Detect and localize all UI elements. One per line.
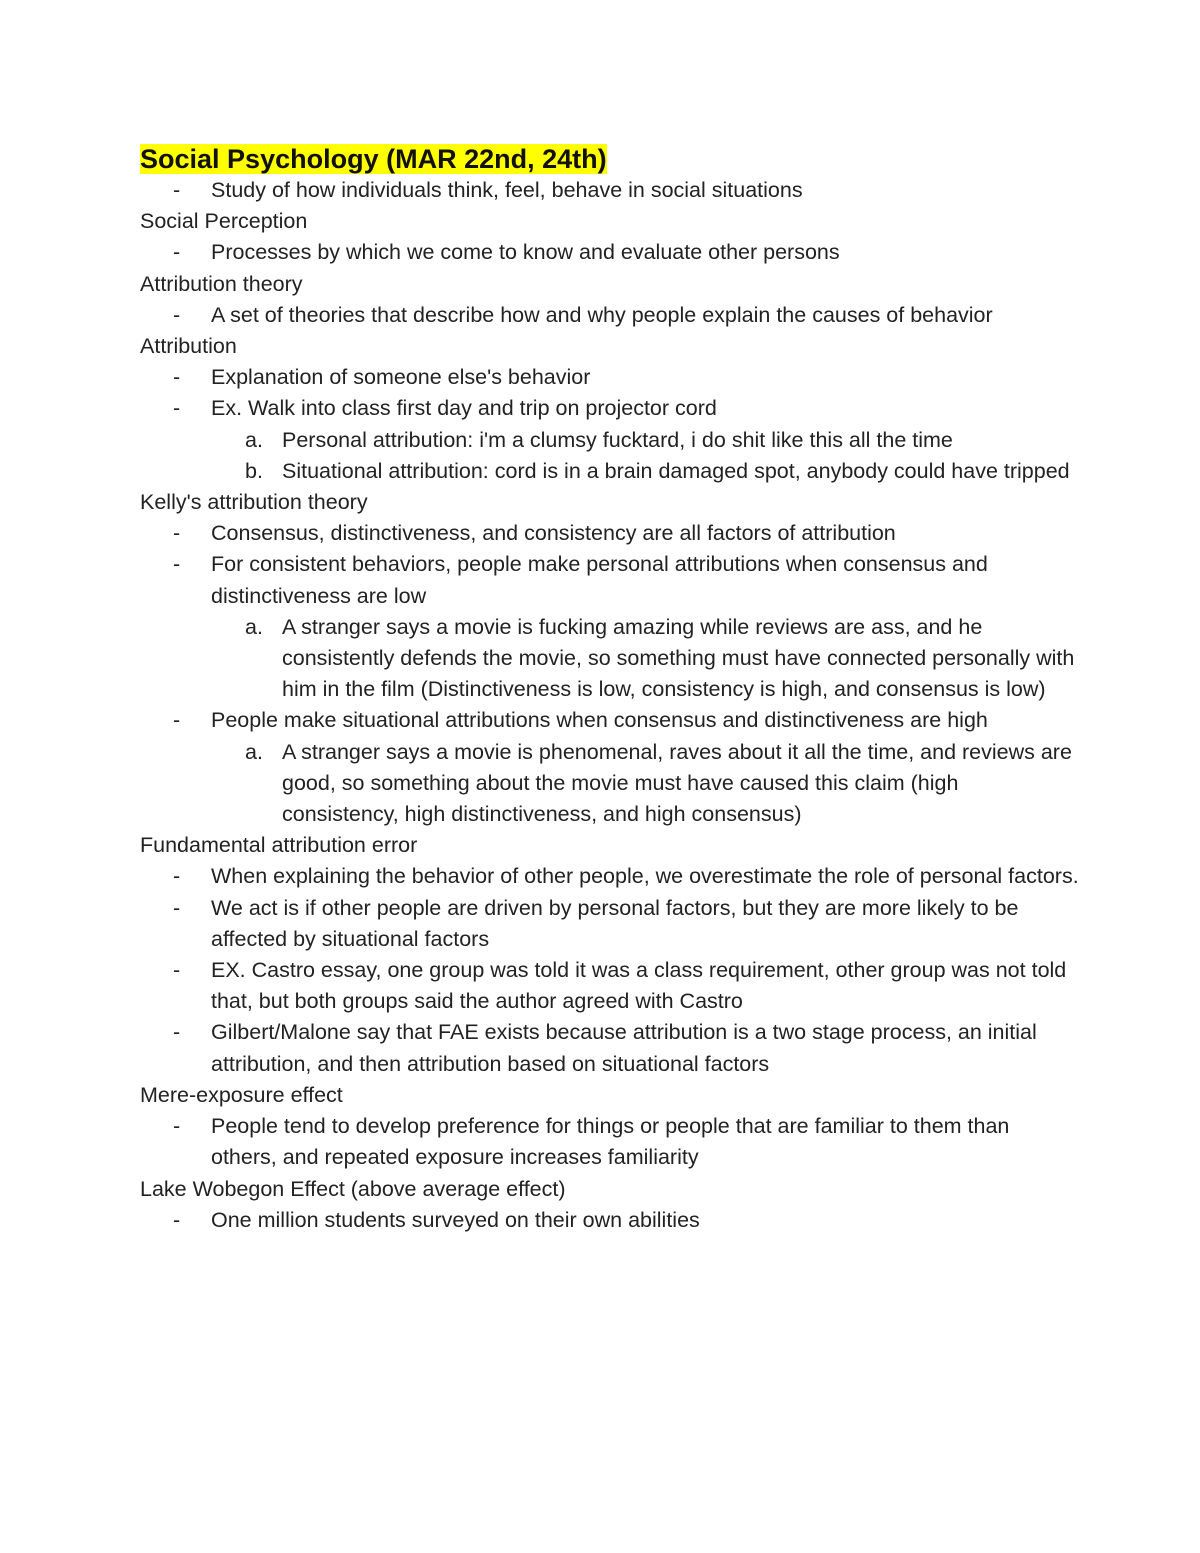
document-body [140,175,1080,1236]
note-section [140,1174,1080,1236]
bullet-list [140,300,1080,331]
section-heading: Attribution theory [140,271,303,296]
bullet-item [140,237,1080,268]
sub-item-text: A stranger says a movie is phenomenal, raves about it all the time, and reviews are good, so something about the movie must have caused this claim (high consistency, high distinctiveness, and high consensus) [282,739,1072,827]
note-section [140,175,1080,206]
note-section [140,331,1080,487]
bullet-list [140,362,1080,487]
bullet-list [140,175,1080,206]
bullet-text: People tend to develop preference for things or people that are familiar to them than others, and repeated exposure increases familiarity [211,1114,1010,1170]
bullet-item [140,300,1080,331]
bullet-text: One million students surveyed on their own abilities [211,1207,700,1232]
bullet-list [140,237,1080,268]
sub-item-marker: b. [245,458,263,483]
bullet-item [140,175,1080,206]
bullet-item [140,1205,1080,1236]
section-heading: Social Perception [140,209,308,234]
bullet-item [140,549,1080,611]
sub-item [140,425,1080,456]
sub-item-text: Personal attribution: i'm a clumsy fucktard, i do shit like this all the time [282,427,953,452]
sub-item-text: A stranger says a movie is fucking amazing while reviews are ass, and he consistently defends the movie, so something must have connected personally with him in the film (Distinctiveness is low, consistency is high, and consensus is low) [282,614,1075,702]
bullet-text: Gilbert/Malone say that FAE exists because attribution is a two stage process, an initial attribution, and then attribution based on situational factors [211,1020,1037,1076]
sub-list [140,612,1080,706]
sub-list [140,737,1080,831]
bullet-item [140,893,1080,955]
sub-item [140,737,1080,831]
bullet-item [140,705,1080,736]
bullet-item [140,518,1080,549]
bullet-list [140,1111,1080,1173]
section-heading: Attribution [140,334,237,359]
bullet-text: Consensus, distinctiveness, and consistency are all factors of attribution [211,521,896,546]
note-section [140,206,1080,268]
sub-item [140,612,1080,706]
bullet-list [140,1205,1080,1236]
sub-item-marker: a. [245,614,263,639]
title-highlight: Social Psychology (MAR 22nd, 24th) [140,144,607,174]
bullet-item [140,362,1080,393]
bullet-text: People make situational attributions when consensus and distinctiveness are high [211,708,988,733]
bullet-text: We act is if other people are driven by personal factors, but they are more likely to be affected by situational factors [211,895,1019,951]
section-heading: Kelly's attribution theory [140,490,368,515]
bullet-item [140,861,1080,892]
section-heading: Lake Wobegon Effect (above average effect) [140,1176,566,1201]
sub-item-text: Situational attribution: cord is in a brain damaged spot, anybody could have tripped [282,458,1070,483]
bullet-text: Processes by which we come to know and evaluate other persons [211,240,840,265]
bullet-item [140,393,1080,424]
bullet-text: EX. Castro essay, one group was told it was a class requirement, other group was not told that, but both groups said the author agreed with Castro [211,958,1067,1014]
bullet-text: Study of how individuals think, feel, behave in social situations [211,178,803,202]
bullet-item [140,1111,1080,1173]
bullet-text: For consistent behaviors, people make personal attributions when consensus and distinctiveness are low [211,552,988,608]
sub-item-marker: a. [245,427,263,452]
sub-item-marker: a. [245,739,263,764]
note-section [140,1080,1080,1174]
document-title [140,140,607,178]
bullet-text: Explanation of someone else's behavior [211,365,591,390]
bullet-item [140,955,1080,1017]
sub-list [140,425,1080,487]
bullet-list [140,861,1080,1079]
bullet-list [140,518,1080,830]
bullet-item [140,1017,1080,1079]
bullet-text: A set of theories that describe how and why people explain the causes of behavior [211,302,993,327]
section-heading: Mere-exposure effect [140,1082,343,1107]
section-heading: Fundamental attribution error [140,833,418,858]
note-section [140,269,1080,331]
sub-item [140,456,1080,487]
bullet-text: When explaining the behavior of other people, we overestimate the role of personal factors. [211,864,1079,889]
note-section [140,830,1080,1080]
note-section [140,487,1080,830]
bullet-text: Ex. Walk into class first day and trip on projector cord [211,396,717,421]
